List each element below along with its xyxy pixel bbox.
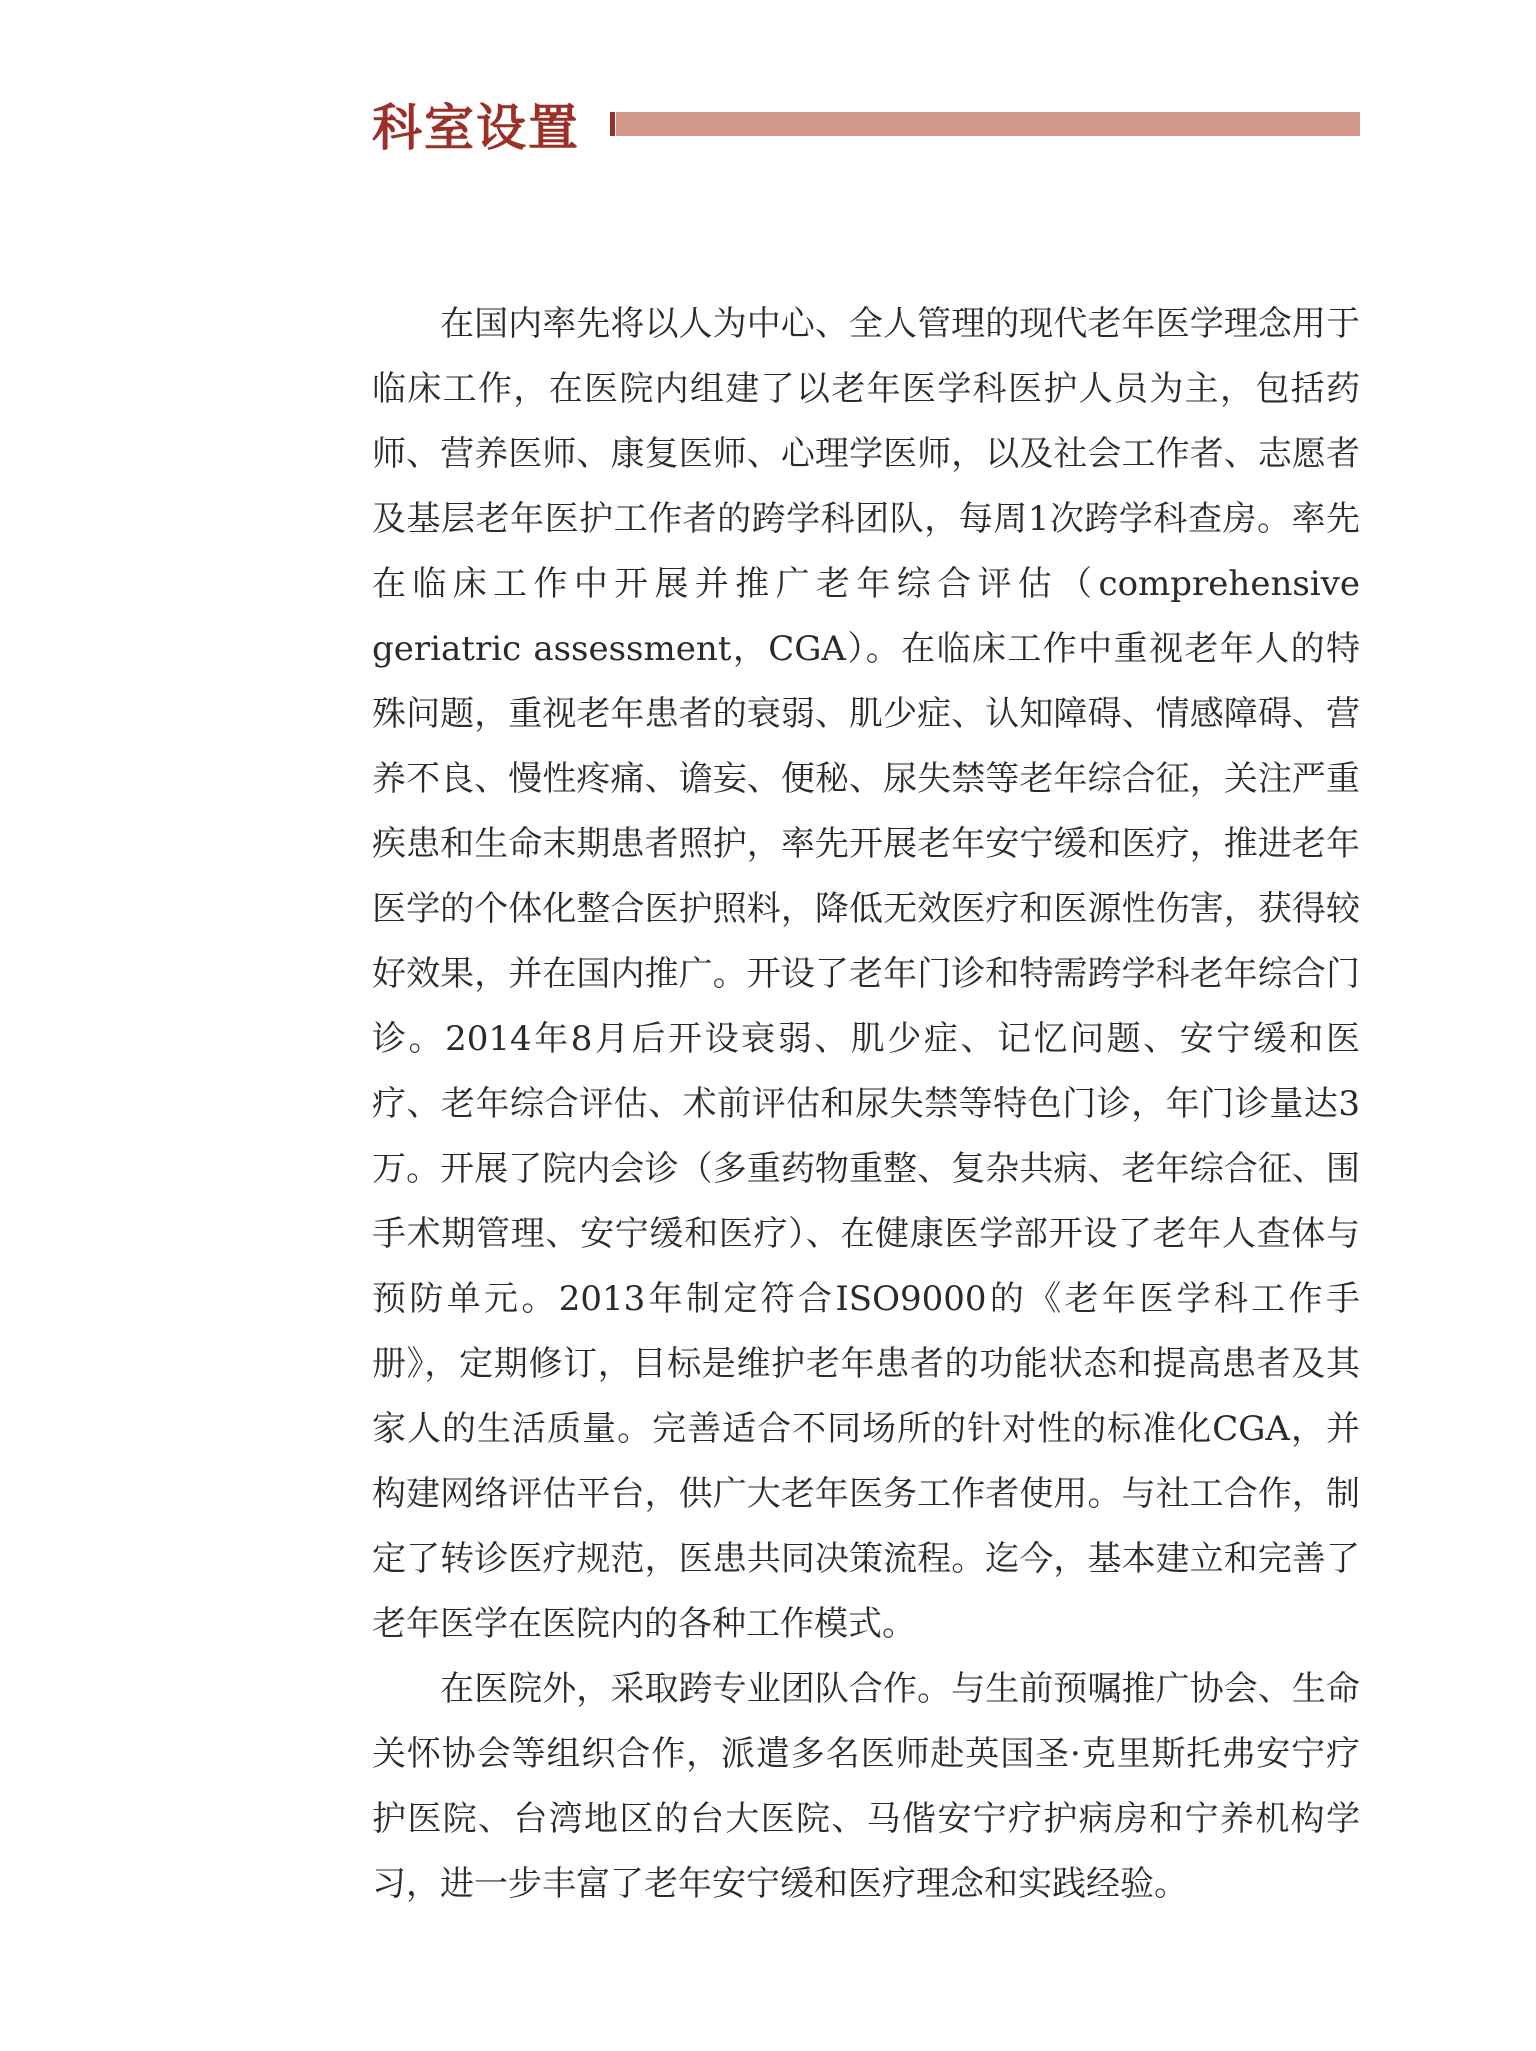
title-accent-tick: [610, 112, 615, 136]
title-decorative-bar: [616, 112, 1360, 136]
paragraph-1: 在国内率先将以人为中心、全人管理的现代老年医学理念用于临床工作，在医院内组建了以老年医学科医护人员为主，包括药师、营养医师、康复医师、心理学医师，以及社会工作者、志愿者及基层老年医护工作者的跨学科团队，每周1次跨学科查房。率先在临床工作中开展并推广老年综合评估（comprehensive geriatric assessment，CGA）。在临床工作中重视老年人的特殊问题，重视老年患者的衰弱、肌少症、认知障碍、情感障碍、营养不良、慢性疼痛、谵妄、便秘、尿失禁等老年综合征，关注严重疾患和生命末期患者照护，率先开展老年安宁缓和医疗，推进老年医学的个体化整合医护照料，降低无效医疗和医源性伤害，获得较好效果，并在国内推广。开设了老年门诊和特需跨学科老年综合门诊。2014年8月后开设衰弱、肌少症、记忆问题、安宁缓和医疗、老年综合评估、术前评估和尿失禁等特色门诊，年门诊量达3万。开展了院内会诊（多重药物重整、复杂共病、老年综合征、围手术期管理、安宁缓和医疗）、在健康医学部开设了老年人查体与预防单元。2013年制定符合ISO9000的《老年医学科工作手册》，定期修订，目标是维护老年患者的功能状态和提高患者及其家人的生活质量。完善适合不同场所的针对性的标准化CGA，并构建网络评估平台，供广大老年医务工作者使用。与社工合作，制定了转诊医疗规范，医患共同决策流程。迄今，基本建立和完善了老年医学在医院内的各种工作模式。: [372, 304, 1360, 1644]
section-title: 科室设置: [372, 98, 580, 157]
section-header: [372, 96, 1360, 160]
paragraph-2: 在医院外，采取跨专业团队合作。与生前预嘱推广协会、生命关怀协会等组织合作，派遣多名医师赴英国圣·克里斯托弗安宁疗护医院、台湾地区的台大医院、马偕安宁疗护病房和宁养机构学习，进一步丰富了老年安宁缓和医疗理念和实践经验。: [372, 1669, 1360, 1904]
body-text: [372, 292, 1360, 1917]
